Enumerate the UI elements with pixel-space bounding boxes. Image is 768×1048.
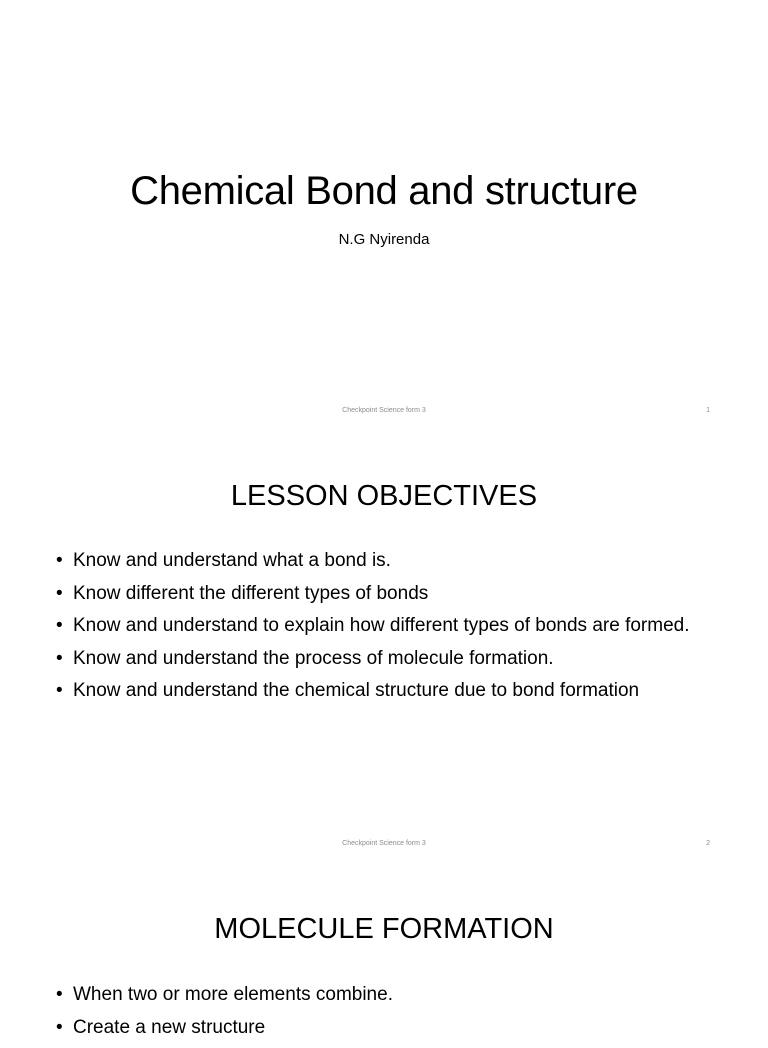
bullet-text: Know different the different types of bonds (73, 582, 429, 604)
slide-3 (0, 866, 768, 1038)
slide-2 (0, 433, 768, 866)
bullet-item (56, 614, 716, 638)
slide-author: N.G Nyirenda (338, 231, 430, 248)
slide-heading: LESSON OBJECTIVES (230, 480, 538, 512)
bullet-dot-icon: • (56, 647, 63, 669)
slide-footer: Checkpoint Science form 3 (342, 407, 426, 414)
bullet-item (56, 549, 716, 573)
slide-number: 1 (706, 407, 710, 414)
bullet-text: Create a new structure (73, 1016, 266, 1038)
bullet-dot-icon: • (56, 984, 63, 1005)
bullet-dot-icon: • (56, 582, 63, 604)
bullet-item (56, 679, 716, 703)
bullet-text: Know and understand to explain how different types of bonds are formed. (73, 615, 690, 636)
bullet-dot-icon: • (56, 550, 63, 571)
bullet-text: Know and understand the chemical structure due to bond formation (73, 680, 640, 701)
bullet-text: When two or more elements combine. (73, 984, 393, 1005)
slide-footer: Checkpoint Science form 3 (342, 840, 426, 847)
bullet-dot-icon: • (56, 680, 63, 701)
bullet-dot-icon: • (56, 1016, 63, 1038)
slide-title: Chemical Bond and structure (130, 169, 638, 213)
bullet-item (56, 647, 716, 671)
bullet-item (56, 983, 716, 1007)
bullet-text: Know and understand what a bond is. (73, 550, 391, 571)
slide-number: 2 (706, 840, 710, 847)
bullet-item (56, 582, 716, 606)
bullet-list (56, 983, 716, 1048)
bullet-list (56, 549, 716, 712)
slide-heading: MOLECULE FORMATION (214, 913, 554, 945)
slide-1 (0, 0, 768, 433)
bullet-text: Know and understand the process of molecule formation. (73, 647, 554, 669)
bullet-dot-icon: • (56, 615, 63, 636)
bullet-item (56, 1016, 716, 1040)
